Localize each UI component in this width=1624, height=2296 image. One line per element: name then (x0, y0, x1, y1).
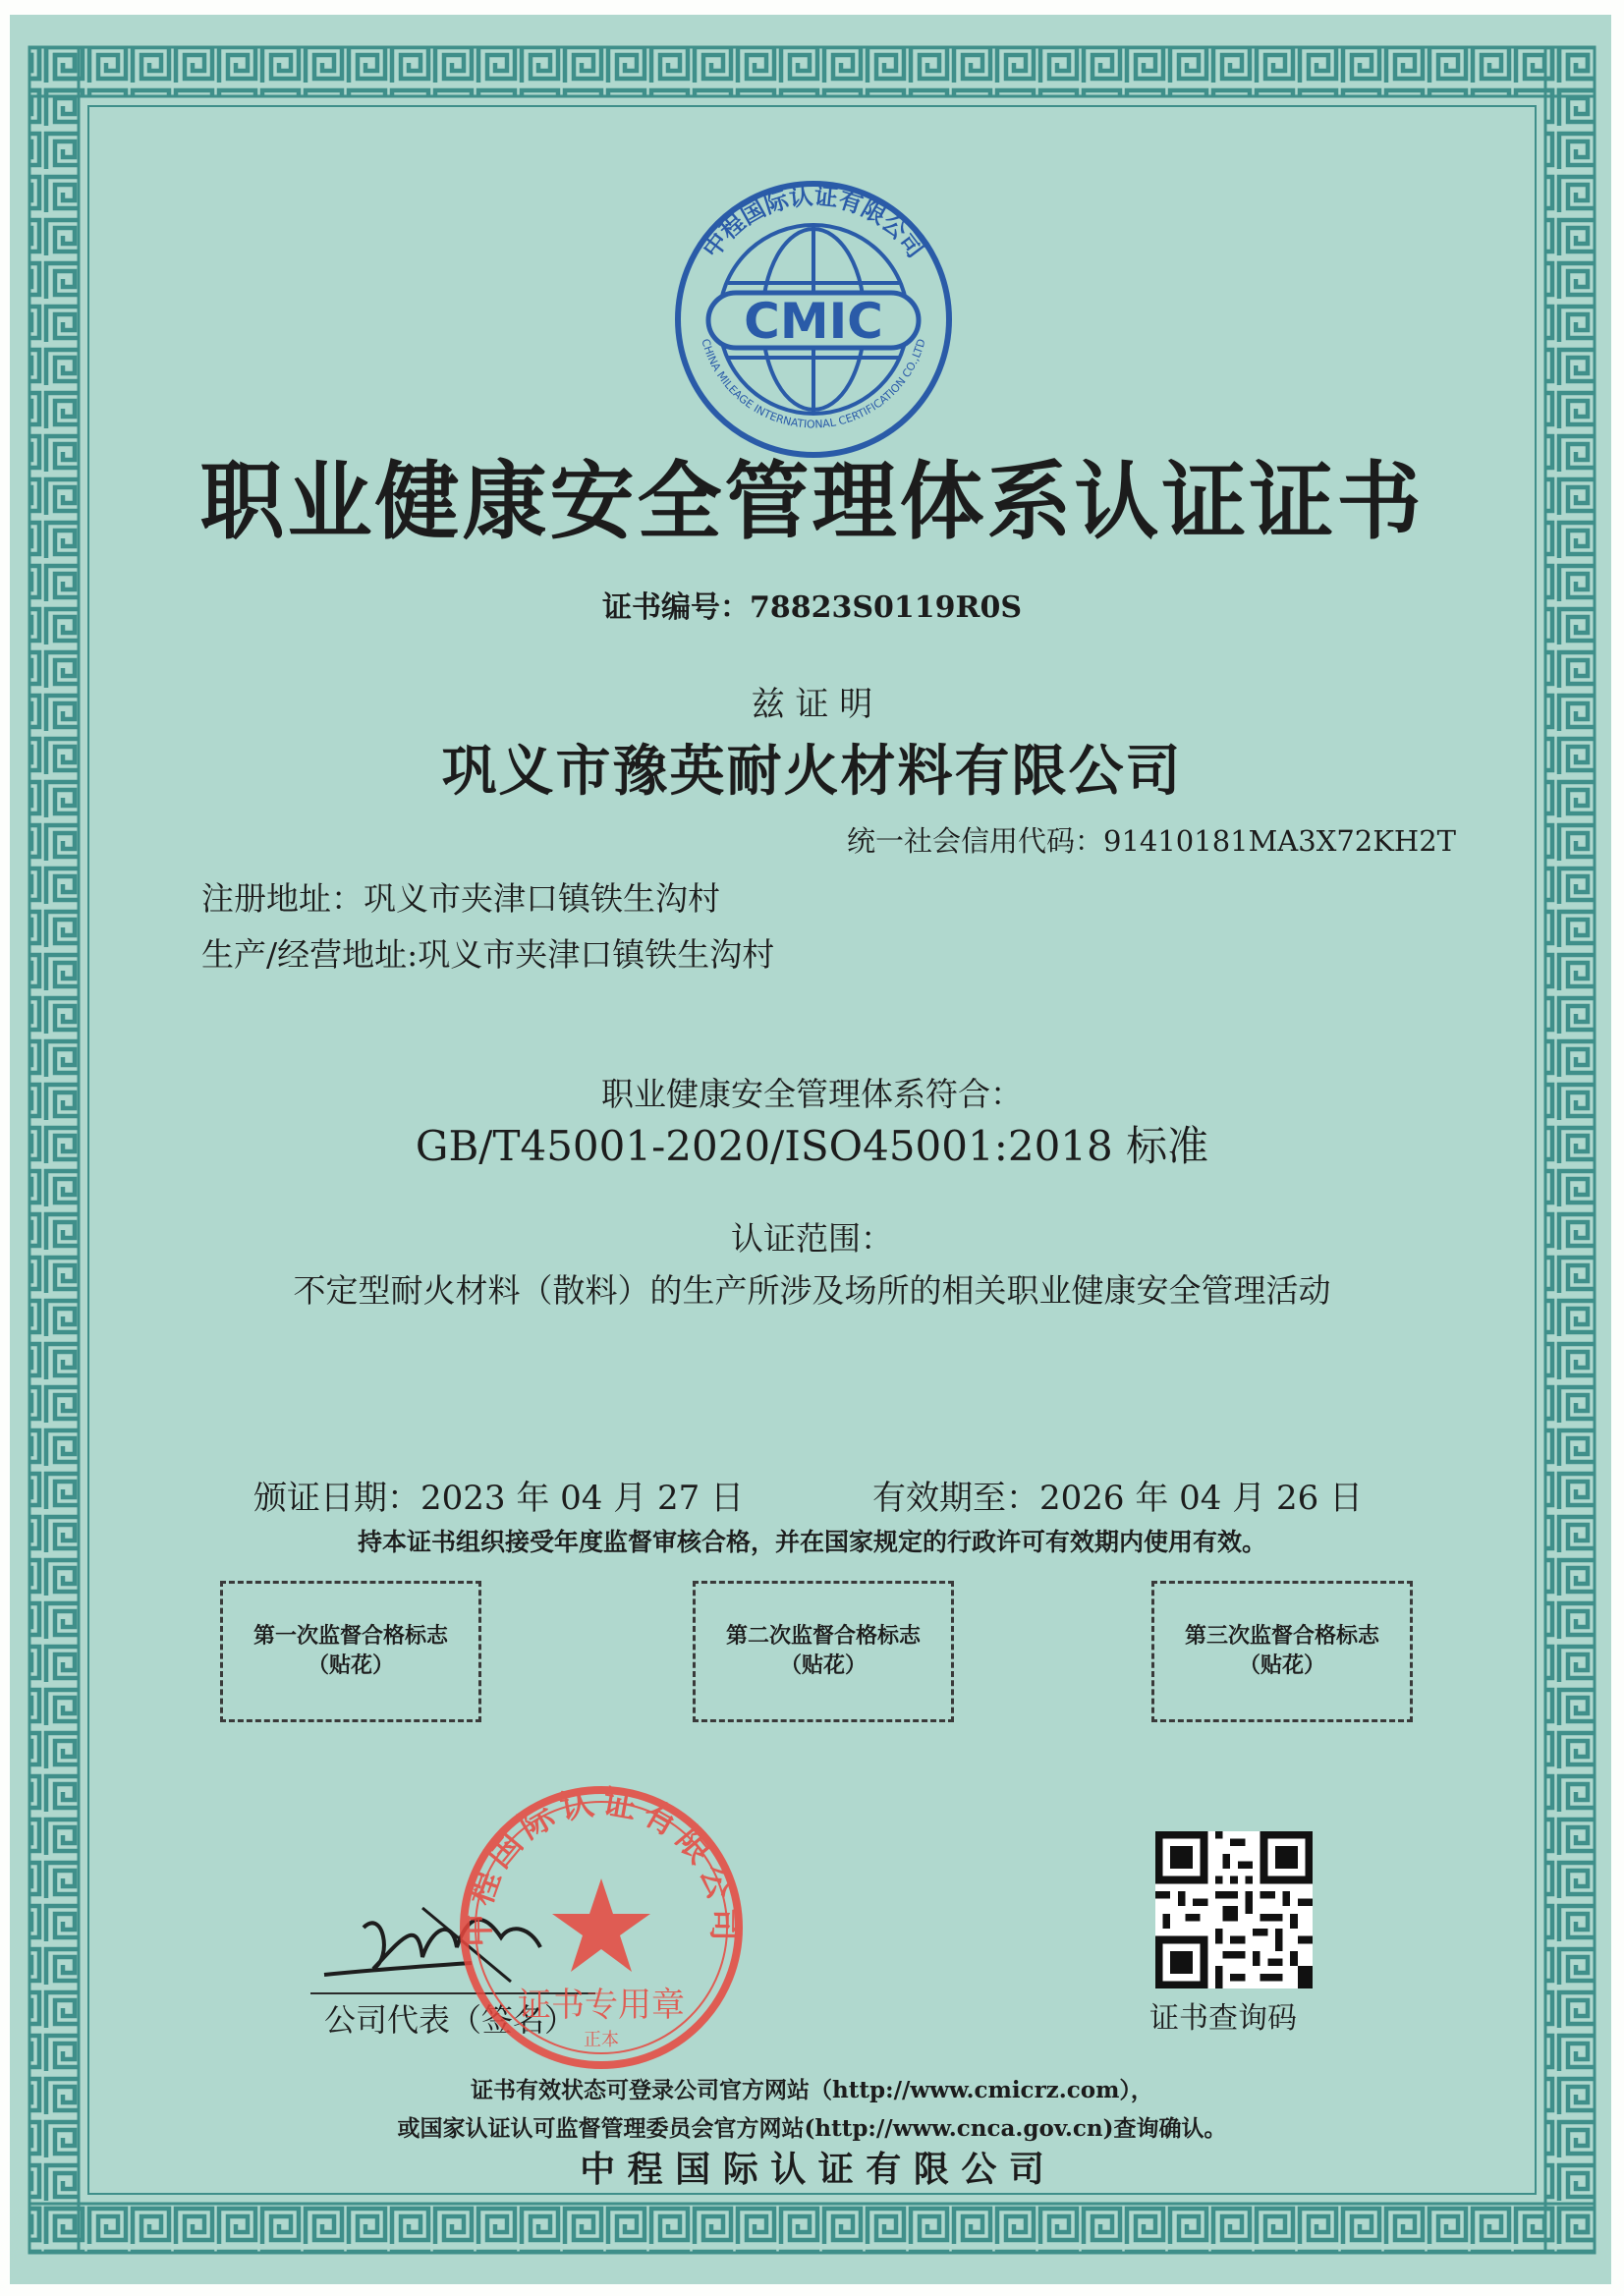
seal-small-text: 正本 (584, 2030, 619, 2050)
cmic-logo-text: CMIC (744, 293, 883, 350)
qr-code-icon (1155, 1831, 1313, 1988)
certificate-number: 证书编号：78823S0119R0S (601, 590, 1022, 625)
seal-ring-text: 中程国际认证有限公司 (458, 1782, 745, 1948)
surveillance-box-title: 第一次监督合格标志 (252, 1623, 448, 1650)
expiry-date: 有效期至：2026 年 04 月 26 日 (872, 1479, 1364, 1518)
credit-code: 统一社会信用代码：91410181MA3X72KH2T (847, 824, 1456, 858)
surveillance-box-note: （贴花） (1238, 1652, 1325, 1678)
qr-code-label: 证书查询码 (1149, 2001, 1297, 2036)
surveillance-box-title: 第二次监督合格标志 (725, 1623, 921, 1650)
surveillance-box-3 (1151, 1581, 1413, 1722)
validity-note: 持本证书组织接受年度监督审核合格，并在国家规定的行政许可有效期内使用有效。 (357, 1528, 1266, 1556)
surveillance-box-title: 第三次监督合格标志 (1184, 1623, 1379, 1650)
footer-line-2: 或国家认证认可监督管理委员会官方网站(http://www.cnca.gov.cn)查询确认。 (397, 2115, 1227, 2142)
issuer-name: 中 程 国 际 认 证 有 限 公 司 (580, 2150, 1044, 2190)
company-seal-icon (454, 1780, 749, 2075)
scope-label: 认证范围： (731, 1219, 893, 1258)
cmic-ring-en: CHINA MILEAGE INTERNATIONAL CERTIFICATION CO.,LTD (699, 337, 928, 431)
seal-bottom-text: 证书专用章 (518, 1986, 685, 2025)
surveillance-box-note: （贴花） (307, 1652, 394, 1678)
cmic-ring-cn: 中程国际认证有限公司 (697, 182, 930, 263)
issue-date: 颁证日期：2023 年 04 月 27 日 (253, 1479, 745, 1518)
footer-line-1: 证书有效状态可登录公司官方网站（http://www.cmicrz.com）， (471, 2077, 1153, 2103)
surveillance-box-note: （贴花） (779, 1652, 867, 1678)
cmic-logo-icon (671, 177, 956, 462)
scope-text: 不定型耐火材料（散料）的生产所涉及场所的相关职业健康安全管理活动 (293, 1271, 1331, 1310)
certificate-intro: 兹 证 明 (751, 685, 873, 724)
registered-address: 注册地址：巩义市夹津口镇铁生沟村 (201, 879, 720, 918)
operating-address: 生产/经营地址:巩义市夹津口镇铁生沟村 (201, 935, 775, 974)
surveillance-box-2 (693, 1581, 954, 1722)
certificate-title: 职业健康安全管理体系认证证书 (199, 453, 1425, 551)
standard-line: GB/T45001-2020/ISO45001:2018 标准 (415, 1122, 1209, 1170)
representative-label: 公司代表（签名） (324, 2001, 577, 2039)
surveillance-box-1 (220, 1581, 481, 1722)
company-name: 巩义市豫英耐火材料有限公司 (441, 740, 1183, 804)
system-conformity-label: 职业健康安全管理体系符合： (601, 1075, 1023, 1113)
